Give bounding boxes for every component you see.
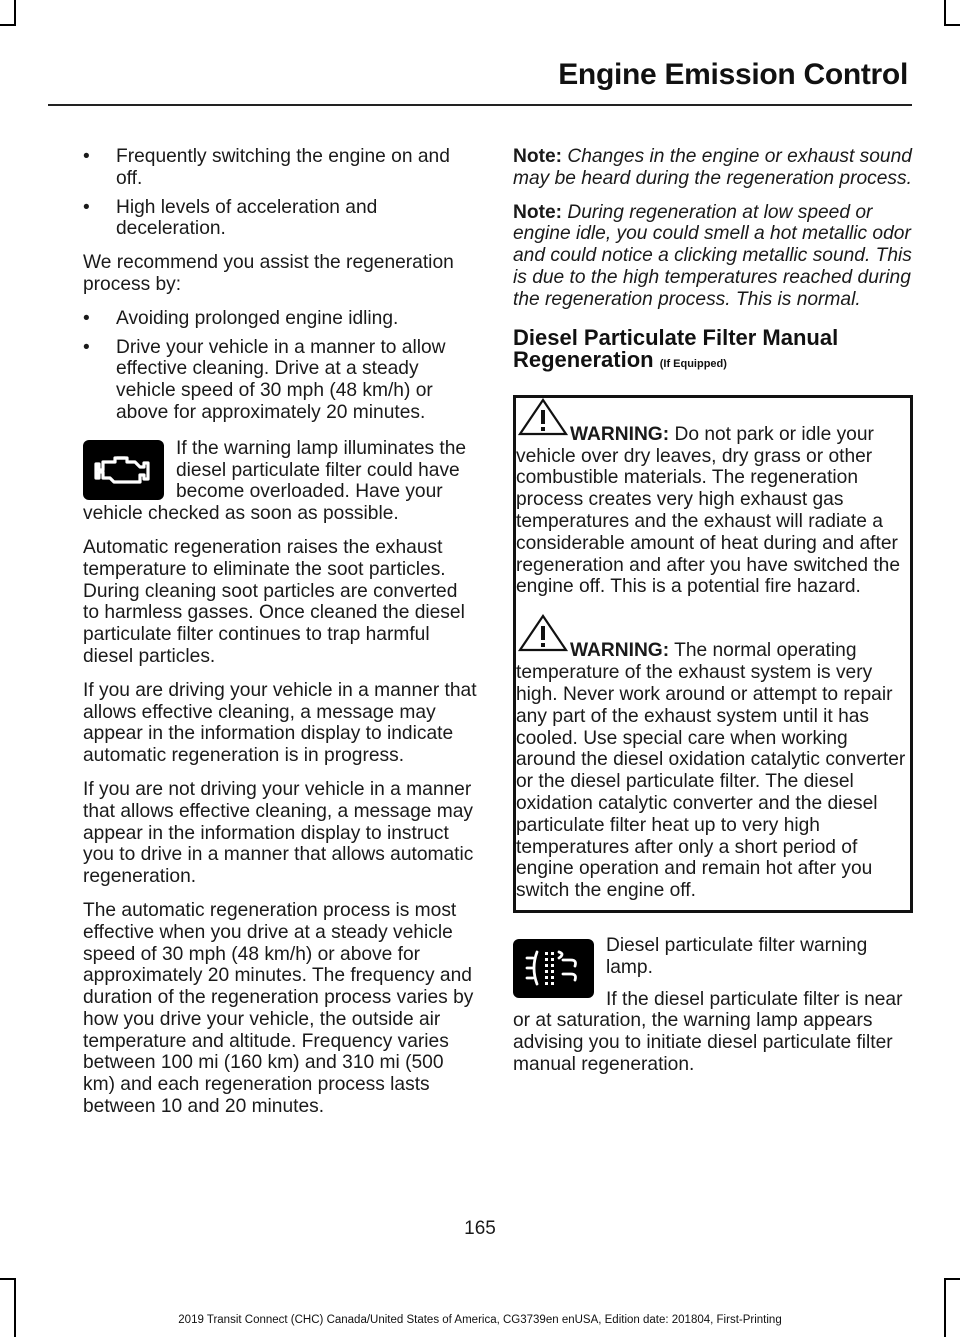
dpf-lamp-block [513, 935, 913, 1088]
page-number: 165 [464, 1218, 496, 1239]
footer-text: 2019 Transit Connect (CHC) Canada/United States of America, CG3739en enUSA, Edition date: 201804, First-Printing [178, 1314, 782, 1326]
crop-mark [944, 1278, 960, 1280]
list-item: • Drive your vehicle in a manner to allow effective cleaning. Drive at a steady vehicle speed of 30 mph (48 km/h) or above for approximately 20 minutes. [83, 337, 478, 424]
warning-label: WARNING: [570, 640, 670, 662]
warning-lamp-text: If the warning lamp illuminates the diesel particulate filter could have become overloaded. Have your vehicle checked as soon as possible. [83, 437, 467, 525]
warning-box [513, 395, 913, 913]
list-item: • Avoiding prolonged engine idling. [83, 308, 478, 330]
note-label: Note: [513, 146, 563, 167]
warning-triangle-icon [516, 624, 570, 662]
warning [516, 624, 908, 902]
right-column [513, 146, 913, 1088]
section-heading-text: Diesel Particulate Filter Manual Regeneration [513, 324, 839, 372]
crop-mark [14, 0, 16, 26]
section-heading-suffix: (If Equipped) [659, 357, 727, 370]
header-divider [48, 104, 912, 106]
dpf-text: If the diesel particulate filter is near or at saturation, the warning lamp appears advising you to initiate diesel particulate filter manual regeneration. [513, 988, 903, 1075]
warning-triangle-icon [516, 408, 570, 446]
crop-mark [944, 0, 946, 26]
note [513, 202, 913, 311]
paragraph: We recommend you assist the regeneration process by: [83, 252, 454, 295]
crop-mark [0, 1278, 16, 1280]
note-text: Changes in the engine or exhaust sound may be heard during the regeneration process. [513, 146, 912, 189]
crop-mark [944, 1279, 946, 1337]
note-label: Note: [513, 201, 563, 223]
paragraph: The automatic regeneration process is most effective when you drive at a steady vehicle speed of 30 mph (48 km/h) or above for approximately 20 minutes. The frequency and duration of the regeneration process varies by how you drive your vehicle, the outside air temperature and altitude. Frequency varies between 100 mi (160 km) and 310 mi (500 km) and each regeneration process lasts between 10 and 20 minutes. [83, 899, 474, 1118]
engine-warning-lamp-icon [83, 440, 164, 500]
note [513, 146, 913, 190]
note-text: During regeneration at low speed or engine idle, you could smell a hot metallic odor and could notice a clicking metallic sound. This is due to the high temperatures reached during the regeneration process. This is normal. [513, 201, 912, 310]
dpf-caption: Diesel particulate filter warning lamp. [606, 934, 868, 978]
page-title: Engine Emission Control [558, 58, 908, 91]
list-item: • High levels of acceleration and deceleration. [83, 197, 478, 241]
warning-lamp-block [83, 438, 478, 525]
crop-mark [0, 24, 16, 26]
paragraph: If you are not driving your vehicle in a manner that allows effective cleaning, a message may appear in the information display to instruct you to drive in a manner that allows automatic regeneration. [83, 778, 474, 888]
section-heading [513, 324, 913, 375]
diesel-particulate-filter-icon [513, 939, 594, 998]
left-column [83, 146, 478, 1130]
warning-label: WARNING: [570, 423, 670, 445]
paragraph: If you are driving your vehicle in a manner that allows effective cleaning, a message may appear in the information display to indicate automatic regeneration is in progress. [83, 679, 477, 767]
list-item: • Frequently switching the engine on and off. [83, 146, 478, 190]
warning [516, 408, 908, 599]
warning-text: Do not park or idle your vehicle over dry leaves, dry grass or other combustible materials. The regeneration process creates very high exhaust gas temperatures and the exhaust will radiate a considerable amount of heat during and after regeneration and after you have switched the engine off. This is a potential fire hazard. [516, 423, 901, 598]
crop-mark [14, 1279, 16, 1337]
paragraph: Automatic regeneration raises the exhaust temperature to eliminate the soot particles. During cleaning soot particles are converted to harmless gasses. Once cleaned the diesel particulate filter continues to trap harmful diesel particles. [83, 536, 465, 667]
crop-mark [944, 24, 960, 26]
warning-text: The normal operating temperature of the exhaust system is very high. Never work around or attempt to repair any part of the exhaust system until it has cooled. Use special care when working around the diesel oxidation catalytic converter or the diesel particulate filter. The diesel oxidation catalytic converter and the diesel particulate filter heat up to very high temperatures after only a short period of engine operation and remain hot after you switch the engine off. [516, 640, 906, 902]
